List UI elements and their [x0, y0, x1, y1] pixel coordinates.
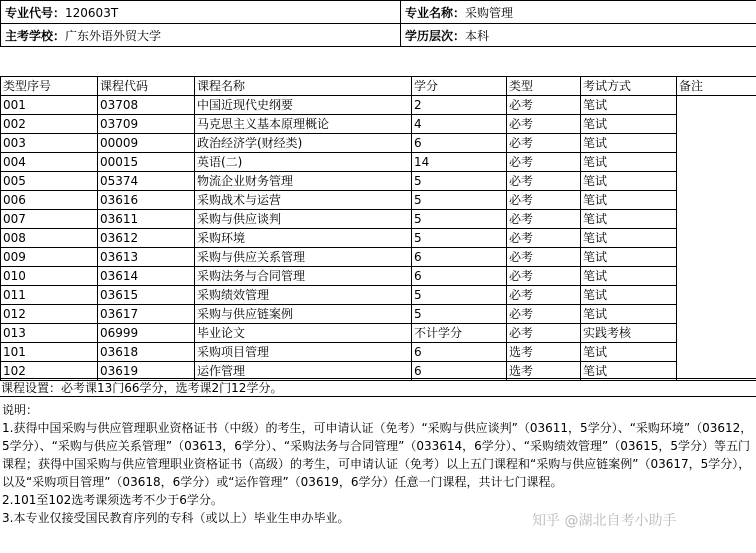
table-cell: 物流企业财务管理: [195, 172, 412, 191]
table-cell: 采购战术与运营: [195, 191, 412, 210]
table-cell: 选考: [507, 343, 581, 362]
table-cell: 必考: [507, 210, 581, 229]
program-info-row: [1, 24, 756, 47]
table-cell: 008: [1, 229, 98, 248]
table-cell: 笔试: [581, 343, 677, 362]
table-cell: 马克思主义基本原理概论: [195, 115, 412, 134]
notes-title: 说明：: [2, 403, 39, 417]
table-row: [1, 267, 756, 286]
table-cell: 03615: [98, 286, 195, 305]
table-cell: 03616: [98, 191, 195, 210]
table-cell: 英语(二): [195, 153, 412, 172]
table-cell: 笔试: [581, 172, 677, 191]
table-row: [1, 172, 756, 191]
table-cell: 001: [1, 96, 98, 115]
table-cell: 03614: [98, 267, 195, 286]
table-cell: 必考: [507, 324, 581, 343]
table-cell: 必考: [507, 248, 581, 267]
program-name-cell: [401, 1, 756, 24]
table-cell: 中国近现代史纲要: [195, 96, 412, 115]
table-cell: 采购法务与合同管理: [195, 267, 412, 286]
table-cell: 政治经济学(财经类): [195, 134, 412, 153]
table-cell: 5: [412, 305, 507, 324]
table-cell: 007: [1, 210, 98, 229]
table-cell: 必考: [507, 115, 581, 134]
table-row: [1, 248, 756, 267]
table-cell: 采购项目管理: [195, 343, 412, 362]
table-cell: 012: [1, 305, 98, 324]
table-row: [1, 191, 756, 210]
table-cell: 00009: [98, 134, 195, 153]
note-item: 2.101至102选考课须选考不少于6学分。: [2, 493, 223, 507]
program-name-value: 采购管理: [465, 5, 514, 20]
table-cell: 必考: [507, 191, 581, 210]
table-cell: 笔试: [581, 305, 677, 324]
column-header: 课程代码: [98, 77, 195, 96]
column-header: 学分: [412, 77, 507, 96]
table-cell: 笔试: [581, 267, 677, 286]
table-row: [1, 210, 756, 229]
table-cell: 笔试: [581, 229, 677, 248]
table-cell: 笔试: [581, 362, 677, 381]
table-cell: 5: [412, 191, 507, 210]
table-row: [1, 343, 756, 362]
program-code-label: 专业代号：: [5, 5, 66, 20]
table-cell: 笔试: [581, 153, 677, 172]
table-cell: 6: [412, 267, 507, 286]
level-cell: [401, 24, 756, 47]
program-code-value: 120603T: [65, 5, 119, 20]
table-cell: 005: [1, 172, 98, 191]
table-row: [1, 229, 756, 248]
program-info-table: [0, 0, 756, 47]
table-cell: 4: [412, 115, 507, 134]
table-cell: 03611: [98, 210, 195, 229]
table-cell: 011: [1, 286, 98, 305]
level-label: 学历层次：: [405, 28, 466, 43]
program-code-cell: [1, 1, 401, 24]
remarks-cell: [677, 96, 756, 381]
program-name-label: 专业名称：: [405, 5, 466, 20]
table-cell: 03617: [98, 305, 195, 324]
course-summary: 课程设置：必考课13门66学分，选考课2门12学分。: [0, 378, 756, 397]
table-cell: 必考: [507, 172, 581, 191]
table-cell: 002: [1, 115, 98, 134]
table-cell: 2: [412, 96, 507, 115]
table-cell: 实践考核: [581, 324, 677, 343]
table-cell: 009: [1, 248, 98, 267]
table-cell: 笔试: [581, 134, 677, 153]
table-cell: 必考: [507, 96, 581, 115]
table-cell: 选考: [507, 362, 581, 381]
table-cell: 不计学分: [412, 324, 507, 343]
school-cell: [1, 24, 401, 47]
table-cell: 03708: [98, 96, 195, 115]
table-cell: 004: [1, 153, 98, 172]
table-cell: 必考: [507, 134, 581, 153]
table-cell: 03612: [98, 229, 195, 248]
table-cell: 笔试: [581, 248, 677, 267]
table-cell: 6: [412, 134, 507, 153]
note-item: 1.获得中国采购与供应管理职业资格证书（中级）的考生，可申请认证（免考）“采购与供应谈判”（03611，5学分）、“采购环境”（03612，5学分）、“采购与供应关系管理”（03613，6学分）、“采购法务与合同管理”（033614，6学分）、“采购绩效管理”（03615，5学分）等五门课程；获得中国采购与供应管理职业资格证书（高级）的考生，可申请认证（免考）以上五门课程和“采购与供应链案例”（03617，5学分），以及“采购项目管理”（03618，6学分）或“运作管理”（03619，6学分）任意一门课程，共计七门课程。: [2, 421, 753, 489]
table-cell: 运作管理: [195, 362, 412, 381]
column-header: 考试方式: [581, 77, 677, 96]
table-cell: 采购绩效管理: [195, 286, 412, 305]
table-cell: 采购与供应谈判: [195, 210, 412, 229]
table-cell: 必考: [507, 305, 581, 324]
column-header: 类型序号: [1, 77, 98, 96]
table-cell: 003: [1, 134, 98, 153]
table-cell: 必考: [507, 267, 581, 286]
table-cell: 采购与供应链案例: [195, 305, 412, 324]
table-cell: 笔试: [581, 210, 677, 229]
table-row: [1, 305, 756, 324]
note-item: 3.本专业仅接受国民教育序列的专科（或以上）毕业生申办毕业。: [2, 511, 350, 525]
school-label: 主考学校：: [5, 28, 66, 43]
table-cell: 6: [412, 362, 507, 381]
school-value: 广东外语外贸大学: [65, 28, 162, 43]
table-cell: 6: [412, 248, 507, 267]
table-cell: 笔试: [581, 191, 677, 210]
table-cell: 010: [1, 267, 98, 286]
table-cell: 05374: [98, 172, 195, 191]
table-cell: 5: [412, 286, 507, 305]
course-table-header: [1, 77, 756, 96]
table-row: [1, 134, 756, 153]
table-row: [1, 115, 756, 134]
table-cell: 采购与供应关系管理: [195, 248, 412, 267]
table-cell: 笔试: [581, 96, 677, 115]
column-header: 课程名称: [195, 77, 412, 96]
table-row: [1, 96, 756, 115]
table-cell: 03709: [98, 115, 195, 134]
table-cell: 5: [412, 172, 507, 191]
table-row: [1, 153, 756, 172]
course-table: [0, 76, 756, 381]
table-row: [1, 286, 756, 305]
table-cell: 03613: [98, 248, 195, 267]
table-cell: 101: [1, 343, 98, 362]
table-cell: 06999: [98, 324, 195, 343]
table-cell: 00015: [98, 153, 195, 172]
table-cell: 5: [412, 210, 507, 229]
table-cell: 013: [1, 324, 98, 343]
table-row: [1, 324, 756, 343]
table-cell: 笔试: [581, 286, 677, 305]
column-header: 备注: [677, 77, 756, 96]
table-cell: 03618: [98, 343, 195, 362]
table-cell: 14: [412, 153, 507, 172]
table-cell: 5: [412, 229, 507, 248]
table-cell: 6: [412, 343, 507, 362]
watermark: 知乎 @湖北自考小助手: [532, 513, 677, 529]
table-cell: 必考: [507, 229, 581, 248]
table-cell: 03619: [98, 362, 195, 381]
program-info-row: [1, 1, 756, 24]
table-cell: 毕业论文: [195, 324, 412, 343]
table-cell: 采购环境: [195, 229, 412, 248]
table-cell: 006: [1, 191, 98, 210]
table-cell: 102: [1, 362, 98, 381]
table-cell: 笔试: [581, 115, 677, 134]
table-cell: 必考: [507, 286, 581, 305]
table-cell: 必考: [507, 153, 581, 172]
column-header: 类型: [507, 77, 581, 96]
level-value: 本科: [465, 28, 490, 43]
